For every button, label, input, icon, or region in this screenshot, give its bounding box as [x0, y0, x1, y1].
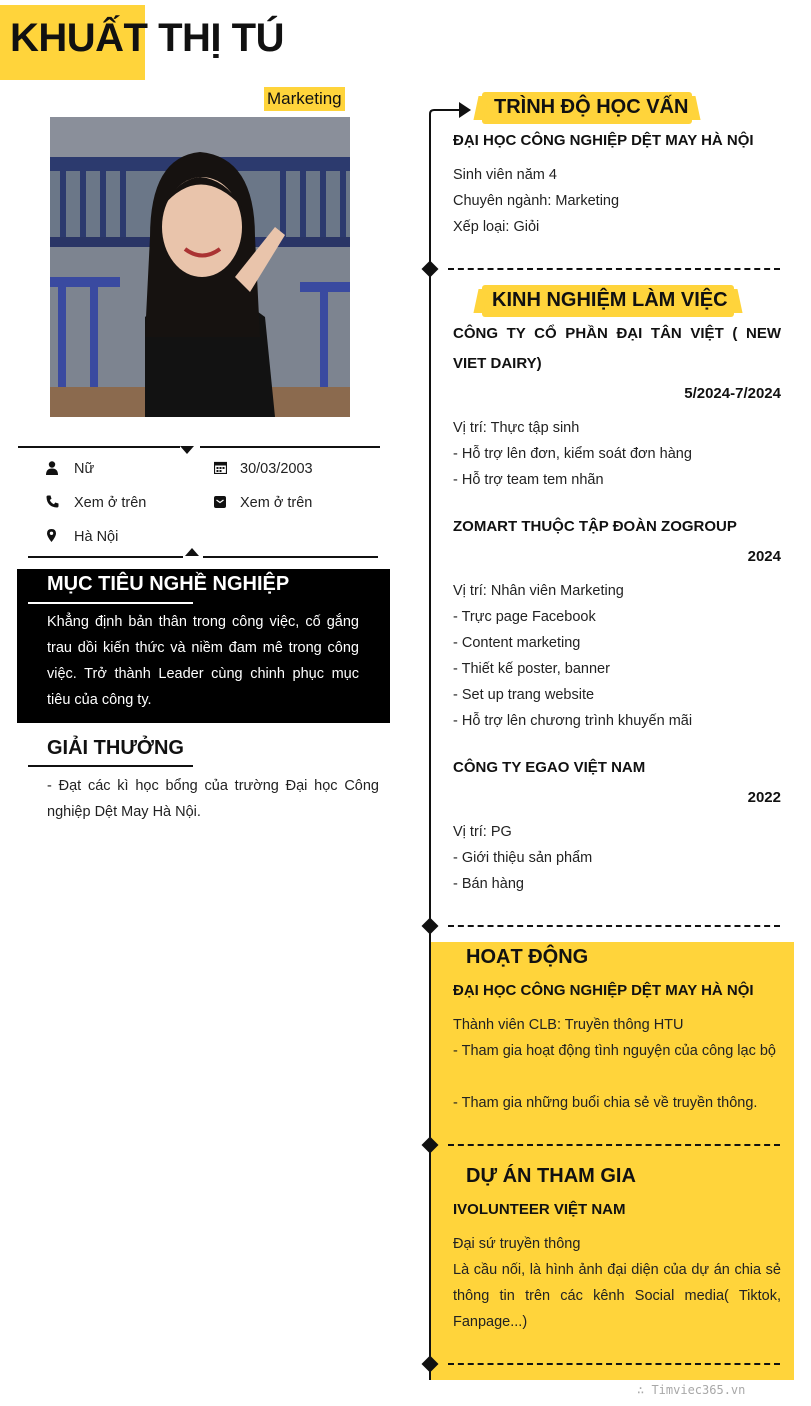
envelope-icon: [214, 496, 226, 508]
address-value: Hà Nội: [74, 529, 119, 545]
job-2-line-4: - Thiết kế poster, banner: [453, 661, 610, 677]
watermark: ∴ Timviec365.vn: [637, 1383, 746, 1397]
education-school: ĐẠI HỌC CÔNG NGHIỆP DỆT MAY HÀ NỘI: [453, 132, 754, 149]
info-top-marker: [180, 446, 194, 454]
awards-underline: [28, 765, 193, 767]
phone-icon: [46, 495, 59, 508]
experience-title: KINH NGHIỆM LÀM VIỆC: [492, 289, 728, 311]
activities-title: HOẠT ĐỘNG: [466, 946, 589, 968]
timeline-diamond: [422, 261, 439, 278]
timeline-line: [429, 118, 431, 1380]
job-3-line-1: Vị trí: PG: [453, 824, 512, 840]
timeline-diamond: [422, 918, 439, 935]
user-icon: [46, 461, 58, 475]
info-bottom-line-left: [28, 556, 183, 558]
job-1-line-2: - Hỗ trợ lên đơn, kiểm soát đơn hàng: [453, 446, 692, 462]
job-3-date: 2022: [747, 789, 781, 806]
projects-org: IVOLUNTEER VIỆT NAM: [453, 1201, 626, 1218]
education-line-3: Xếp loại: Giỏi: [453, 219, 540, 235]
section-divider: [448, 1144, 780, 1146]
gender-value: Nữ: [74, 461, 95, 477]
job-3-company: CÔNG TY EGAO VIỆT NAM: [453, 759, 646, 776]
job-2-date: 2024: [747, 548, 781, 565]
info-bottom-marker: [185, 548, 199, 556]
job-3-line-2: - Giới thiệu sản phẩm: [453, 850, 593, 866]
job-1-line-3: - Hỗ trợ team tem nhãn: [453, 472, 604, 488]
objective-underline: [28, 602, 193, 604]
info-bottom-line-right: [203, 556, 378, 558]
job-3-line-3: - Bán hàng: [453, 876, 524, 892]
education-line-2: Chuyên ngành: Marketing: [453, 193, 620, 209]
activities-org: ĐẠI HỌC CÔNG NGHIỆP DỆT MAY HÀ NỘI: [453, 982, 754, 999]
email-value: Xem ở trên: [240, 495, 313, 511]
info-top-line-left: [18, 446, 180, 448]
job-2-line-6: - Hỗ trợ lên chương trình khuyến mãi: [453, 713, 693, 729]
job-2-line-3: - Content marketing: [453, 635, 581, 651]
awards-text: - Đạt các kì học bổng của trường Đại học Công nghiệp Dệt May Hà Nội.: [47, 778, 379, 820]
projects-title: DỰ ÁN THAM GIA: [466, 1165, 636, 1187]
projects-line-2: Là cầu nối, là hình ảnh đại diện của dự án chia sẻ thông tin trên các kênh Social media( Tiktok, Fanpage...): [453, 1262, 781, 1330]
section-divider: [448, 925, 780, 927]
activities-line-1: Thành viên CLB: Truyền thông HTU: [453, 1017, 684, 1033]
candidate-name: KHUẤT THỊ TÚ: [10, 16, 284, 60]
objective-title: MỤC TIÊU NGHỀ NGHIỆP: [47, 573, 290, 595]
job-2-line-5: - Set up trang website: [453, 687, 595, 703]
section-divider: [448, 268, 780, 270]
calendar-icon: [214, 461, 227, 474]
map-marker-icon: [47, 529, 56, 542]
phone-value: Xem ở trên: [74, 495, 147, 511]
job-1-company: CÔNG TY CỔ PHẦN ĐẠI TÂN VIỆT ( NEW VIET DAIRY): [453, 325, 781, 372]
objective-text: Khẳng định bản thân trong công việc, cố gắng trau dồi kiến thức và niềm đam mê trong công việc. Trở thành Leader cùng chinh phục mục tiêu của công ty.: [47, 614, 359, 708]
activities-line-3: - Tham gia những buổi chia sẻ về truyền thông.: [453, 1095, 758, 1111]
avatar-photo: [50, 117, 350, 417]
projects-line-1: Đại sứ truyền thông: [453, 1236, 581, 1252]
job-2-company: ZOMART THUỘC TẬP ĐOÀN ZOGROUP: [453, 518, 737, 535]
job-2-line-1: Vị trí: Nhân viên Marketing: [453, 583, 624, 599]
birthday-value: 30/03/2003: [240, 461, 313, 477]
info-top-line-right: [200, 446, 380, 448]
activities-line-2: - Tham gia hoạt động tình nguyện của công lạc bộ: [453, 1043, 776, 1059]
job-1-line-1: Vị trí: Thực tập sinh: [453, 420, 580, 436]
section-divider: [448, 1363, 780, 1365]
job-2-line-2: - Trực page Facebook: [453, 609, 596, 625]
job-title: Marketing: [264, 87, 345, 111]
arrow-right-icon: [429, 100, 473, 122]
education-title: TRÌNH ĐỘ HỌC VẤN: [494, 96, 689, 118]
education-line-1: Sinh viên năm 4: [453, 167, 557, 183]
job-1-date: 5/2024-7/2024: [684, 385, 781, 402]
awards-title: GIẢI THƯỞNG: [47, 737, 184, 759]
